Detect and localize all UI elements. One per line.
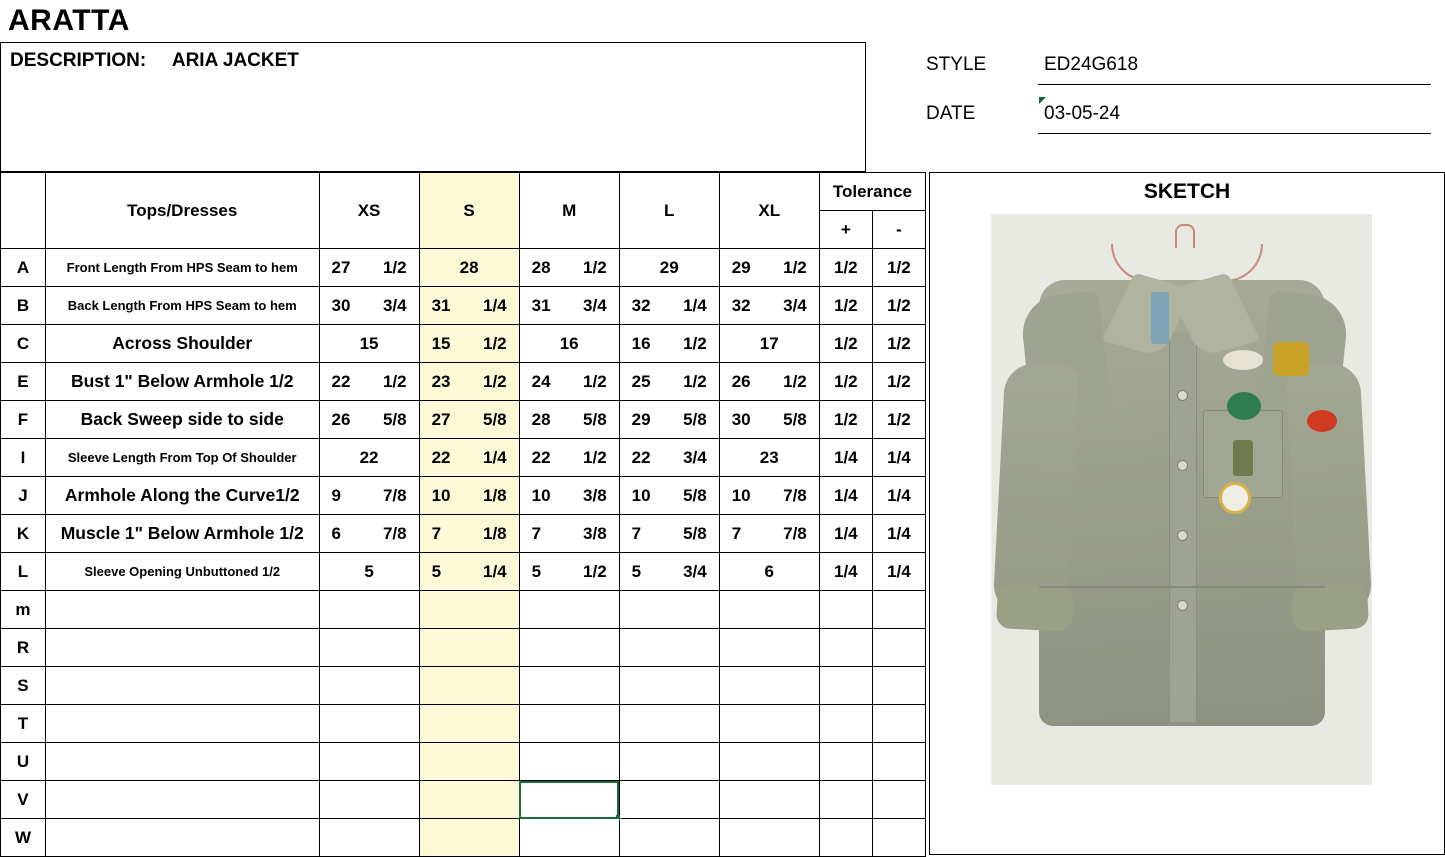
jacket-button-3 — [1177, 530, 1188, 541]
sketch-panel — [929, 172, 1445, 855]
measurement-cell-l[interactable] — [619, 401, 719, 439]
measurement-cell-m[interactable] — [519, 629, 619, 667]
measurement-whole: 16 — [631, 333, 651, 353]
measurement-whole: 23 — [759, 447, 779, 467]
row-letter: S — [1, 667, 46, 705]
measurement-whole: 26 — [331, 409, 351, 429]
tolerance-minus-cell[interactable]: 1/2 — [872, 325, 925, 363]
tolerance-plus-cell[interactable] — [819, 819, 872, 857]
measurement-whole: 10 — [731, 485, 751, 505]
measurement-fraction: 1/4 — [482, 561, 507, 581]
row-description[interactable] — [45, 591, 319, 629]
measurement-whole: 10 — [531, 485, 551, 505]
measurement-cell-xs[interactable] — [319, 401, 419, 439]
measurement-whole: 22 — [359, 447, 379, 467]
tolerance-minus-cell[interactable] — [872, 667, 925, 705]
tolerance-plus-header: + — [819, 211, 872, 249]
measurement-fraction: 1/2 — [382, 371, 407, 391]
tolerance-plus-cell[interactable]: 1/2 — [819, 249, 872, 287]
measurement-fraction: 3/4 — [683, 447, 707, 467]
row-description[interactable]: Sleeve Length From Top Of Shoulder — [45, 439, 319, 477]
table-row — [1, 363, 926, 401]
measurement-cell-m[interactable] — [519, 667, 619, 705]
row-letter: L — [1, 553, 46, 591]
measurement-whole: 29 — [659, 257, 679, 277]
row-letter: I — [1, 439, 46, 477]
measurement-cell-xs[interactable] — [319, 591, 419, 629]
measurement-cell-s[interactable] — [419, 667, 519, 705]
table-row — [1, 667, 926, 705]
measurement-whole: 27 — [331, 257, 351, 277]
measurement-fraction: 1/2 — [583, 447, 607, 467]
measurement-cell-m[interactable] — [519, 363, 619, 401]
measurement-fraction: 5/8 — [683, 485, 707, 505]
measurement-cell-s[interactable] — [419, 249, 519, 287]
table-row — [1, 249, 926, 287]
row-description[interactable] — [45, 781, 319, 819]
measurement-fraction: 1/2 — [482, 371, 507, 391]
row-description[interactable]: Across Shoulder — [45, 325, 319, 363]
measurement-cell-s[interactable] — [419, 363, 519, 401]
description-box — [0, 42, 866, 172]
measurement-cell-xs[interactable] — [319, 325, 419, 363]
style-label: STYLE — [926, 54, 987, 75]
measurement-cell-m[interactable] — [519, 781, 619, 819]
measurement-fraction: 7/8 — [783, 485, 807, 505]
tolerance-minus-header: - — [872, 211, 925, 249]
measurement-whole: 28 — [531, 409, 551, 429]
measurement-fraction: 7/8 — [783, 523, 807, 543]
style-date-block — [926, 40, 1431, 138]
tolerance-minus-cell[interactable]: 1/2 — [872, 363, 925, 401]
tolerance-plus-cell[interactable] — [819, 667, 872, 705]
measurement-fraction: 1/8 — [482, 523, 507, 543]
jacket-gem-brooch — [1227, 392, 1261, 420]
row-letter: W — [1, 819, 46, 857]
measurement-whole: 29 — [631, 409, 651, 429]
measurement-cell-s[interactable] — [419, 287, 519, 325]
measurement-cell-l[interactable] — [619, 477, 719, 515]
date-row — [926, 89, 1431, 138]
style-row — [926, 40, 1431, 89]
row-description[interactable] — [45, 705, 319, 743]
tolerance-plus-cell[interactable] — [819, 781, 872, 819]
measurement-whole: 27 — [431, 409, 451, 429]
measurement-whole: 30 — [331, 295, 351, 315]
measurement-whole: 7 — [531, 523, 542, 543]
row-description[interactable]: Back Length From HPS Seam to hem — [45, 287, 319, 325]
measurement-fraction: 3/8 — [583, 523, 607, 543]
measurement-cell-m[interactable] — [519, 591, 619, 629]
measurement-cell-m[interactable] — [519, 477, 619, 515]
measurement-fraction: 3/4 — [583, 295, 607, 315]
date-label: DATE — [926, 103, 976, 124]
measurement-whole: 17 — [759, 333, 779, 353]
measurement-cell-s[interactable] — [419, 401, 519, 439]
measurement-whole: 28 — [459, 257, 479, 277]
measurement-cell-xs[interactable] — [319, 819, 419, 857]
measurement-whole: 15 — [431, 333, 451, 353]
measurement-cell-s[interactable] — [419, 439, 519, 477]
measurement-cell-xs[interactable] — [319, 781, 419, 819]
measurement-whole: 32 — [631, 295, 651, 315]
measurement-cell-l[interactable] — [619, 819, 719, 857]
measurement-fraction: 1/4 — [683, 295, 707, 315]
measurement-cell-xs[interactable] — [319, 363, 419, 401]
size-header-m: M — [519, 173, 619, 249]
measurement-cell-m[interactable] — [519, 515, 619, 553]
tolerance-plus-cell[interactable] — [819, 629, 872, 667]
row-letter: F — [1, 401, 46, 439]
tolerance-minus-cell[interactable] — [872, 781, 925, 819]
row-description[interactable]: Back Sweep side to side — [45, 401, 319, 439]
measurement-fraction: 1/2 — [583, 371, 607, 391]
measurement-whole: 23 — [431, 371, 451, 391]
corner-cell — [1, 173, 46, 249]
measurement-cell-xs[interactable] — [319, 553, 419, 591]
measurement-cell-l[interactable] — [619, 287, 719, 325]
measurement-cell-s[interactable] — [419, 477, 519, 515]
measurement-fraction: 1/2 — [783, 257, 807, 277]
measurement-cell-m[interactable] — [519, 743, 619, 781]
measurement-fraction: 1/2 — [683, 333, 707, 353]
row-letter: B — [1, 287, 46, 325]
measurement-cell-l[interactable] — [619, 249, 719, 287]
measurement-fraction: 3/8 — [583, 485, 607, 505]
tolerance-minus-cell[interactable] — [872, 705, 925, 743]
jacket-sketch-image — [991, 214, 1372, 785]
measurement-cell-xl[interactable] — [719, 515, 819, 553]
measurement-fraction: 5/8 — [683, 409, 707, 429]
measurement-whole: 5 — [631, 561, 642, 581]
measurement-cell-xs[interactable] — [319, 667, 419, 705]
measurement-cell-xl[interactable] — [719, 477, 819, 515]
size-header-s: S — [419, 173, 519, 249]
measurement-fraction: 5/8 — [583, 409, 607, 429]
tolerance-minus-cell[interactable] — [872, 629, 925, 667]
table-row — [1, 819, 926, 857]
jacket-button-1 — [1177, 390, 1188, 401]
jacket-tab-patch — [1233, 440, 1253, 476]
measurement-cell-xl[interactable] — [719, 363, 819, 401]
measurement-fraction: 5/8 — [683, 523, 707, 543]
tolerance-plus-cell[interactable]: 1/4 — [819, 515, 872, 553]
style-value[interactable]: ED24G618 — [1044, 54, 1139, 75]
measurement-fraction: 5/8 — [783, 409, 807, 429]
measurement-cell-xs[interactable] — [319, 629, 419, 667]
jacket-crest-patch — [1273, 342, 1309, 376]
tolerance-header: Tolerance — [819, 173, 925, 211]
measurement-cell-s[interactable] — [419, 325, 519, 363]
tolerance-minus-cell[interactable] — [872, 591, 925, 629]
tolerance-minus-cell[interactable]: 1/2 — [872, 401, 925, 439]
row-letter: R — [1, 629, 46, 667]
jacket-right-cuff-shape — [1291, 584, 1369, 632]
row-letter: V — [1, 781, 46, 819]
jacket-bee-patch — [1307, 410, 1337, 432]
tolerance-plus-cell[interactable]: 1/4 — [819, 553, 872, 591]
row-description[interactable]: Bust 1" Below Armhole 1/2 — [45, 363, 319, 401]
measurement-whole: 30 — [731, 409, 751, 429]
tolerance-minus-cell[interactable]: 1/4 — [872, 553, 925, 591]
tolerance-plus-cell[interactable]: 1/2 — [819, 287, 872, 325]
measurement-cell-l[interactable] — [619, 591, 719, 629]
table-row — [1, 325, 926, 363]
measurement-cell-xl[interactable] — [719, 249, 819, 287]
measurement-cell-xs[interactable] — [319, 439, 419, 477]
measurement-cell-m[interactable] — [519, 819, 619, 857]
tolerance-plus-cell[interactable] — [819, 591, 872, 629]
tolerance-plus-cell[interactable]: 1/2 — [819, 325, 872, 363]
measurement-whole: 24 — [531, 371, 551, 391]
tolerance-plus-cell[interactable]: 1/4 — [819, 477, 872, 515]
row-letter: J — [1, 477, 46, 515]
jacket-hem-seam-shape — [1039, 586, 1325, 588]
measurement-cell-m[interactable] — [519, 553, 619, 591]
row-letter: K — [1, 515, 46, 553]
tolerance-minus-cell[interactable]: 1/4 — [872, 477, 925, 515]
measurement-cell-m[interactable] — [519, 439, 619, 477]
measurement-cell-s[interactable] — [419, 705, 519, 743]
description-line: DESCRIPTION: ARIA JACKET — [10, 50, 299, 71]
measurement-fraction: 1/2 — [482, 333, 507, 353]
measurement-whole: 22 — [431, 447, 451, 467]
measurement-whole: 9 — [331, 485, 341, 505]
tolerance-plus-cell[interactable]: 1/4 — [819, 439, 872, 477]
table-row — [1, 515, 926, 553]
measurement-cell-xl[interactable] — [719, 591, 819, 629]
tolerance-minus-cell[interactable]: 1/4 — [872, 515, 925, 553]
size-header-xl: XL — [719, 173, 819, 249]
measurement-cell-xs[interactable] — [319, 249, 419, 287]
table-row — [1, 553, 926, 591]
tolerance-plus-cell[interactable]: 1/2 — [819, 401, 872, 439]
measurement-cell-m[interactable] — [519, 401, 619, 439]
measurement-whole: 28 — [531, 257, 551, 277]
measurement-fraction: 1/8 — [482, 485, 507, 505]
sketch-title: SKETCH — [1143, 180, 1231, 203]
measurement-fraction: 1/2 — [683, 371, 707, 391]
measurement-fraction: 3/4 — [783, 295, 807, 315]
measurement-cell-xl[interactable] — [719, 287, 819, 325]
measurement-cell-xs[interactable] — [319, 515, 419, 553]
brand-title: ARATTA — [8, 4, 130, 37]
measurement-table — [0, 172, 926, 857]
measurement-whole: 5 — [531, 561, 542, 581]
row-letter: E — [1, 363, 46, 401]
row-letter: T — [1, 705, 46, 743]
measurement-fraction: 5/8 — [382, 409, 407, 429]
row-description[interactable] — [45, 629, 319, 667]
category-header: Tops/Dresses — [45, 173, 319, 249]
measurement-cell-xl[interactable] — [719, 325, 819, 363]
measurement-whole: 26 — [731, 371, 751, 391]
measurement-cell-l[interactable] — [619, 629, 719, 667]
measurement-cell-l[interactable] — [619, 781, 719, 819]
measurement-whole: 32 — [731, 295, 751, 315]
measurement-whole: 6 — [331, 523, 341, 543]
table-head — [1, 173, 926, 249]
measurement-cell-xl[interactable] — [719, 819, 819, 857]
measurement-whole: 10 — [431, 485, 451, 505]
row-letter: A — [1, 249, 46, 287]
measurement-cell-xl[interactable] — [719, 743, 819, 781]
measurement-cell-xl[interactable] — [719, 401, 819, 439]
measurement-fraction: 1/2 — [583, 257, 607, 277]
measurement-fraction: 1/4 — [482, 295, 507, 315]
row-letter: U — [1, 743, 46, 781]
measurement-cell-s[interactable] — [419, 515, 519, 553]
row-description[interactable]: Front Length From HPS Seam to hem — [45, 249, 319, 287]
table-row — [1, 401, 926, 439]
measurement-whole: 25 — [631, 371, 651, 391]
jacket-wing-patch — [1223, 350, 1263, 370]
measurement-cell-s[interactable] — [419, 743, 519, 781]
measurement-whole: 16 — [559, 333, 579, 353]
measurement-cell-s[interactable] — [419, 819, 519, 857]
measurement-cell-l[interactable] — [619, 553, 719, 591]
document-header — [0, 0, 1445, 172]
measurement-cell-xl[interactable] — [719, 781, 819, 819]
table-row — [1, 591, 926, 629]
measurement-fraction: 1/2 — [583, 561, 607, 581]
tolerance-plus-cell[interactable] — [819, 743, 872, 781]
measurement-cell-s[interactable] — [419, 591, 519, 629]
row-description[interactable]: Armhole Along the Curve1/2 — [45, 477, 319, 515]
jacket-right-sleeve-shape — [1286, 362, 1372, 616]
table-row — [1, 781, 926, 819]
measurement-whole: 31 — [431, 295, 451, 315]
measurement-whole: 29 — [731, 257, 751, 277]
jacket-button-2 — [1177, 460, 1188, 471]
measurement-fraction: 1/4 — [482, 447, 507, 467]
measurement-whole: 5 — [364, 561, 374, 581]
row-description[interactable] — [45, 743, 319, 781]
measurement-cell-xl[interactable] — [719, 439, 819, 477]
tolerance-minus-cell[interactable]: 1/2 — [872, 287, 925, 325]
spec-sheet — [0, 172, 1445, 855]
measurement-whole: 7 — [731, 523, 742, 543]
tolerance-plus-cell[interactable] — [819, 705, 872, 743]
measurement-cell-m[interactable] — [519, 705, 619, 743]
table-body — [1, 249, 926, 857]
measurement-fraction: 3/4 — [382, 295, 407, 315]
measurement-whole: 7 — [431, 523, 442, 543]
measurement-fraction: 1/2 — [382, 257, 407, 277]
tolerance-minus-cell[interactable]: 1/2 — [872, 249, 925, 287]
row-letter: m — [1, 591, 46, 629]
row-description[interactable] — [45, 667, 319, 705]
measurement-cell-m[interactable] — [519, 325, 619, 363]
measurement-cell-s[interactable] — [419, 553, 519, 591]
measurement-cell-s[interactable] — [419, 629, 519, 667]
size-header-xs: XS — [319, 173, 419, 249]
measurement-cell-l[interactable] — [619, 705, 719, 743]
measurement-whole: 5 — [431, 561, 442, 581]
row-letter: C — [1, 325, 46, 363]
measurement-cell-xs[interactable] — [319, 287, 419, 325]
tolerance-minus-cell[interactable]: 1/4 — [872, 439, 925, 477]
jacket-left-sleeve-shape — [993, 362, 1080, 616]
measurement-cell-xl[interactable] — [719, 629, 819, 667]
table-row — [1, 705, 926, 743]
measurement-cell-xs[interactable] — [319, 705, 419, 743]
measurement-cell-s[interactable] — [419, 781, 519, 819]
row-description[interactable] — [45, 819, 319, 857]
measurement-cell-xl[interactable] — [719, 705, 819, 743]
measurement-whole: 31 — [531, 295, 551, 315]
measurement-whole: 22 — [631, 447, 651, 467]
measurement-cell-xl[interactable] — [719, 667, 819, 705]
measurement-whole: 6 — [764, 561, 774, 581]
jacket-left-cuff-shape — [996, 584, 1074, 632]
table-row — [1, 287, 926, 325]
measurement-cell-m[interactable] — [519, 249, 619, 287]
measurement-cell-xl[interactable] — [719, 553, 819, 591]
measurement-whole: 7 — [631, 523, 642, 543]
date-value[interactable]: 03-05-24 — [1044, 103, 1121, 124]
measurement-cell-m[interactable] — [519, 287, 619, 325]
measurement-cell-xs[interactable] — [319, 743, 419, 781]
table-row — [1, 743, 926, 781]
jacket-ribbon-patch — [1151, 292, 1169, 344]
measurement-fraction: 1/2 — [783, 371, 807, 391]
table-row — [1, 477, 926, 515]
measurement-fraction: 7/8 — [382, 485, 407, 505]
measurement-cell-xs[interactable] — [319, 477, 419, 515]
measurement-cell-l[interactable] — [619, 515, 719, 553]
jacket-flower-medal — [1219, 482, 1251, 514]
measurement-cell-l[interactable] — [619, 743, 719, 781]
size-header-l: L — [619, 173, 719, 249]
measurement-fraction: 5/8 — [482, 409, 507, 429]
measurement-cell-l[interactable] — [619, 439, 719, 477]
row-description[interactable]: Muscle 1" Below Armhole 1/2 — [45, 515, 319, 553]
measurement-whole: 22 — [531, 447, 551, 467]
measurement-whole: 22 — [331, 371, 351, 391]
measurement-whole: 15 — [359, 333, 379, 353]
measurement-cell-l[interactable] — [619, 667, 719, 705]
table-row — [1, 629, 926, 667]
measurement-cell-l[interactable] — [619, 363, 719, 401]
jacket-button-4 — [1177, 600, 1188, 611]
tolerance-minus-cell[interactable] — [872, 743, 925, 781]
tolerance-minus-cell[interactable] — [872, 819, 925, 857]
measurement-fraction: 3/4 — [683, 561, 707, 581]
measurement-fraction: 7/8 — [382, 523, 407, 543]
measurement-cell-l[interactable] — [619, 325, 719, 363]
row-description[interactable]: Sleeve Opening Unbuttoned 1/2 — [45, 553, 319, 591]
tolerance-plus-cell[interactable]: 1/2 — [819, 363, 872, 401]
measurement-whole: 10 — [631, 485, 651, 505]
table-row — [1, 439, 926, 477]
